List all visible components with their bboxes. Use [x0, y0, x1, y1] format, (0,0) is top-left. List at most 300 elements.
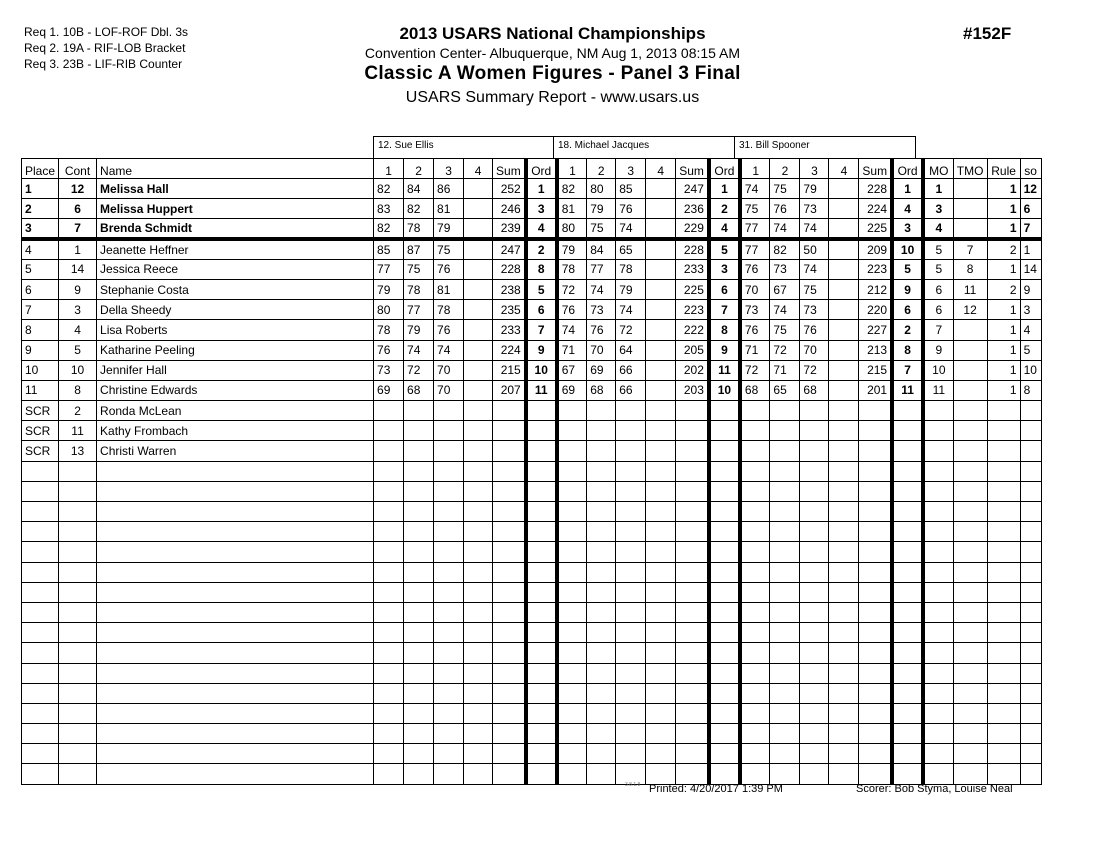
empty-cell [526, 461, 557, 481]
rule-cell: 1 [987, 199, 1020, 219]
j1-score-2: 68 [404, 380, 434, 400]
empty-cell [616, 502, 646, 522]
empty-cell [709, 602, 740, 622]
j2-score-4 [646, 279, 676, 299]
empty-cell [646, 562, 676, 582]
j3-score-3: 74 [800, 259, 829, 279]
empty-cell [526, 502, 557, 522]
empty-cell [829, 643, 859, 663]
j1-score-3: 86 [434, 179, 464, 199]
empty-row [22, 461, 1042, 481]
empty-cell [646, 602, 676, 622]
empty-cell [587, 623, 616, 643]
cont-cell: 6 [59, 199, 97, 219]
j2-score-2: 76 [587, 320, 616, 340]
empty-cell [493, 481, 526, 501]
place-cell: SCR [22, 421, 59, 441]
empty-cell [770, 481, 800, 501]
empty-cell [892, 643, 923, 663]
j1-ord [526, 401, 557, 421]
version-label: 3.8.1.8 [625, 782, 641, 788]
j1-score-4 [464, 441, 493, 461]
empty-cell [892, 744, 923, 764]
tmo-cell [953, 320, 987, 340]
empty-cell [987, 643, 1020, 663]
empty-cell [587, 522, 616, 542]
empty-cell [953, 542, 987, 562]
j1-sum: 215 [493, 360, 526, 380]
j1-score-2: 82 [404, 199, 434, 219]
j3-score-4 [829, 441, 859, 461]
empty-cell [1020, 623, 1041, 643]
empty-cell [740, 461, 770, 481]
j1-score-4 [464, 340, 493, 360]
empty-cell [557, 522, 587, 542]
empty-cell [770, 623, 800, 643]
empty-cell [829, 522, 859, 542]
empty-cell [464, 623, 493, 643]
j1-ord: 8 [526, 259, 557, 279]
empty-cell [892, 481, 923, 501]
empty-cell [374, 562, 404, 582]
rule-cell: 1 [987, 360, 1020, 380]
empty-cell [22, 481, 59, 501]
empty-cell [1020, 663, 1041, 683]
empty-cell [464, 542, 493, 562]
name-cell: Stephanie Costa [97, 279, 374, 299]
tmo-cell [953, 340, 987, 360]
j3-score-1: 71 [740, 340, 770, 360]
j1-score-2: 72 [404, 360, 434, 380]
empty-cell [892, 724, 923, 744]
empty-cell [22, 764, 59, 784]
j3-score-1: 73 [740, 300, 770, 320]
j3-score-1: 75 [740, 199, 770, 219]
place-cell: 10 [22, 360, 59, 380]
j1-sum: 228 [493, 259, 526, 279]
empty-cell [374, 582, 404, 602]
empty-cell [987, 582, 1020, 602]
j2-score-4 [646, 239, 676, 259]
empty-cell [97, 764, 374, 784]
j3-ord: 7 [892, 360, 923, 380]
j1-sum [493, 421, 526, 441]
j3-score-1: 76 [740, 259, 770, 279]
j2-score-2: 70 [587, 340, 616, 360]
empty-cell [434, 542, 464, 562]
j3-score-3 [800, 421, 829, 441]
j2-ord [709, 401, 740, 421]
j2-score-1: 81 [557, 199, 587, 219]
j2-ord: 1 [709, 179, 740, 199]
j1-ord: 2 [526, 239, 557, 259]
empty-cell [616, 481, 646, 501]
empty-cell [404, 724, 434, 744]
empty-cell [800, 461, 829, 481]
mo-cell: 4 [923, 219, 953, 239]
empty-cell [587, 582, 616, 602]
empty-cell [557, 724, 587, 744]
empty-cell [740, 542, 770, 562]
empty-cell [987, 522, 1020, 542]
col-j3-s1: 1 [740, 159, 770, 179]
empty-cell [676, 703, 709, 723]
empty-cell [740, 481, 770, 501]
empty-row [22, 623, 1042, 643]
empty-cell [892, 542, 923, 562]
empty-cell [923, 623, 953, 643]
name-cell: Melissa Huppert [97, 199, 374, 219]
j1-score-2 [404, 441, 434, 461]
j1-ord: 6 [526, 300, 557, 320]
so-cell: 10 [1020, 360, 1041, 380]
empty-cell [709, 522, 740, 542]
empty-cell [859, 724, 892, 744]
col-j1-ord: Ord [526, 159, 557, 179]
so-cell: 14 [1020, 259, 1041, 279]
empty-cell [493, 663, 526, 683]
empty-cell [740, 744, 770, 764]
j1-ord [526, 421, 557, 441]
empty-cell [646, 481, 676, 501]
empty-cell [923, 542, 953, 562]
empty-cell [646, 683, 676, 703]
empty-cell [22, 502, 59, 522]
j3-score-2: 71 [770, 360, 800, 380]
empty-cell [800, 663, 829, 683]
place-cell: 2 [22, 199, 59, 219]
empty-cell [434, 502, 464, 522]
j2-sum: 205 [676, 340, 709, 360]
j1-sum: 246 [493, 199, 526, 219]
empty-cell [829, 502, 859, 522]
j1-score-2 [404, 401, 434, 421]
rule-cell [987, 421, 1020, 441]
col-j3-s4: 4 [829, 159, 859, 179]
empty-cell [953, 481, 987, 501]
empty-row [22, 481, 1042, 501]
place-cell: 11 [22, 380, 59, 400]
empty-cell [22, 744, 59, 764]
j2-score-2: 75 [587, 219, 616, 239]
empty-cell [676, 542, 709, 562]
j3-score-4 [829, 300, 859, 320]
j3-ord: 8 [892, 340, 923, 360]
empty-cell [987, 562, 1020, 582]
j2-score-4 [646, 441, 676, 461]
j2-score-1: 78 [557, 259, 587, 279]
empty-row [22, 663, 1042, 683]
j2-score-3: 66 [616, 380, 646, 400]
empty-cell [59, 643, 97, 663]
empty-cell [987, 481, 1020, 501]
j3-ord [892, 421, 923, 441]
empty-cell [709, 502, 740, 522]
col-j2-s3: 3 [616, 159, 646, 179]
tmo-cell: 7 [953, 239, 987, 259]
mo-cell: 5 [923, 259, 953, 279]
empty-cell [859, 703, 892, 723]
venue-date: Convention Center- Albuquerque, NM Aug 1, 2013 08:15 AM [364, 45, 741, 61]
empty-cell [587, 562, 616, 582]
empty-cell [740, 683, 770, 703]
j3-ord: 2 [892, 320, 923, 340]
j3-score-1: 74 [740, 179, 770, 199]
judge-header-2: 18. Michael Jacques [553, 136, 735, 159]
j2-score-1 [557, 401, 587, 421]
j2-score-2: 84 [587, 239, 616, 259]
empty-cell [22, 663, 59, 683]
empty-cell [616, 724, 646, 744]
table-row [22, 421, 1042, 441]
empty-cell [22, 643, 59, 663]
j3-score-1 [740, 441, 770, 461]
empty-cell [646, 663, 676, 683]
j1-score-1: 73 [374, 360, 404, 380]
empty-cell [923, 764, 953, 784]
j3-score-3: 75 [800, 279, 829, 299]
j2-sum: 202 [676, 360, 709, 380]
j3-score-3 [800, 401, 829, 421]
col-j1-s2: 2 [404, 159, 434, 179]
empty-cell [434, 522, 464, 542]
empty-cell [97, 623, 374, 643]
j2-score-3: 79 [616, 279, 646, 299]
empty-cell [616, 542, 646, 562]
page-title: 2013 USARS National Championships [399, 24, 706, 43]
place-cell: SCR [22, 441, 59, 461]
j2-score-1: 82 [557, 179, 587, 199]
empty-cell [526, 582, 557, 602]
empty-cell [404, 522, 434, 542]
empty-cell [526, 764, 557, 784]
j1-sum: 235 [493, 300, 526, 320]
mo-cell: 7 [923, 320, 953, 340]
j3-ord: 10 [892, 239, 923, 259]
j1-score-2: 74 [404, 340, 434, 360]
j1-score-4 [464, 259, 493, 279]
place-cell: SCR [22, 401, 59, 421]
j1-score-2: 79 [404, 320, 434, 340]
empty-cell [557, 542, 587, 562]
j3-score-3: 79 [800, 179, 829, 199]
j1-sum [493, 401, 526, 421]
empty-cell [22, 522, 59, 542]
j2-ord: 4 [709, 219, 740, 239]
empty-cell [374, 663, 404, 683]
empty-cell [770, 703, 800, 723]
empty-cell [404, 582, 434, 602]
name-cell: Jennifer Hall [97, 360, 374, 380]
name-cell: Katharine Peeling [97, 340, 374, 360]
empty-cell [557, 683, 587, 703]
empty-cell [1020, 602, 1041, 622]
cont-cell: 10 [59, 360, 97, 380]
j1-score-4 [464, 360, 493, 380]
col-j3-s2: 2 [770, 159, 800, 179]
j3-score-3: 50 [800, 239, 829, 259]
empty-cell [709, 724, 740, 744]
empty-cell [987, 764, 1020, 784]
col-j3-s3: 3 [800, 159, 829, 179]
rule-cell: 2 [987, 279, 1020, 299]
empty-cell [800, 562, 829, 582]
rule-cell [987, 401, 1020, 421]
empty-cell [493, 744, 526, 764]
empty-cell [404, 481, 434, 501]
empty-cell [770, 683, 800, 703]
empty-cell [676, 562, 709, 582]
j2-score-1 [557, 441, 587, 461]
empty-cell [770, 643, 800, 663]
empty-cell [646, 502, 676, 522]
empty-cell [987, 703, 1020, 723]
empty-cell [800, 744, 829, 764]
j2-sum: 225 [676, 279, 709, 299]
scorer-names: Scorer: Bob Styma, Louise Neal [856, 783, 1013, 795]
empty-cell [557, 663, 587, 683]
empty-cell [557, 461, 587, 481]
empty-cell [59, 562, 97, 582]
j3-score-2 [770, 441, 800, 461]
empty-cell [1020, 522, 1041, 542]
empty-cell [59, 623, 97, 643]
empty-cell [709, 744, 740, 764]
j2-ord [709, 421, 740, 441]
j3-score-2 [770, 421, 800, 441]
j1-score-3: 81 [434, 199, 464, 219]
empty-cell [859, 602, 892, 622]
empty-cell [493, 542, 526, 562]
empty-cell [923, 461, 953, 481]
empty-cell [646, 461, 676, 481]
j2-score-2: 77 [587, 259, 616, 279]
name-cell: Kathy Frombach [97, 421, 374, 441]
j2-ord: 6 [709, 279, 740, 299]
empty-cell [434, 602, 464, 622]
empty-cell [59, 744, 97, 764]
empty-cell [676, 744, 709, 764]
empty-row [22, 582, 1042, 602]
table-row [22, 360, 1042, 380]
empty-cell [434, 562, 464, 582]
results-table [21, 158, 1042, 785]
empty-cell [587, 602, 616, 622]
j1-score-3: 76 [434, 320, 464, 340]
col-cont: Cont [59, 159, 97, 179]
cont-cell: 3 [59, 300, 97, 320]
j3-sum: 215 [859, 360, 892, 380]
empty-cell [1020, 744, 1041, 764]
rule-cell: 1 [987, 300, 1020, 320]
empty-cell [859, 562, 892, 582]
empty-cell [676, 663, 709, 683]
empty-cell [892, 461, 923, 481]
j1-score-2: 78 [404, 219, 434, 239]
cont-cell: 5 [59, 340, 97, 360]
empty-cell [987, 623, 1020, 643]
printed-timestamp: Printed: 4/20/2017 1:39 PM [649, 783, 783, 795]
tmo-cell: 12 [953, 300, 987, 320]
j2-ord: 8 [709, 320, 740, 340]
empty-cell [892, 764, 923, 784]
empty-cell [374, 724, 404, 744]
j1-score-3 [434, 421, 464, 441]
empty-cell [829, 542, 859, 562]
empty-cell [953, 643, 987, 663]
empty-cell [892, 502, 923, 522]
j3-score-4 [829, 239, 859, 259]
j1-score-1 [374, 421, 404, 441]
empty-cell [987, 502, 1020, 522]
empty-cell [404, 623, 434, 643]
j2-score-1: 72 [557, 279, 587, 299]
j3-ord: 9 [892, 279, 923, 299]
empty-cell [464, 744, 493, 764]
empty-cell [1020, 764, 1041, 784]
empty-cell [587, 683, 616, 703]
empty-cell [953, 602, 987, 622]
col-name: Name [97, 159, 374, 179]
empty-cell [740, 643, 770, 663]
empty-cell [709, 542, 740, 562]
empty-cell [404, 562, 434, 582]
empty-cell [493, 562, 526, 582]
empty-row [22, 683, 1042, 703]
empty-cell [97, 461, 374, 481]
col-j2-s2: 2 [587, 159, 616, 179]
j1-score-1 [374, 401, 404, 421]
j3-score-2: 74 [770, 300, 800, 320]
empty-cell [770, 562, 800, 582]
j1-score-4 [464, 219, 493, 239]
col-so: so [1020, 159, 1041, 179]
empty-cell [987, 663, 1020, 683]
place-cell: 8 [22, 320, 59, 340]
so-cell [1020, 421, 1041, 441]
j1-score-3: 78 [434, 300, 464, 320]
col-j3-ord: Ord [892, 159, 923, 179]
j3-sum [859, 401, 892, 421]
rule-cell: 1 [987, 219, 1020, 239]
mo-cell: 6 [923, 300, 953, 320]
j3-score-4 [829, 320, 859, 340]
empty-cell [616, 683, 646, 703]
mo-cell: 11 [923, 380, 953, 400]
empty-cell [709, 663, 740, 683]
j3-score-3: 76 [800, 320, 829, 340]
j2-score-4 [646, 340, 676, 360]
empty-cell [464, 663, 493, 683]
empty-cell [829, 602, 859, 622]
tmo-cell: 8 [953, 259, 987, 279]
empty-cell [829, 764, 859, 784]
empty-cell [464, 502, 493, 522]
j1-score-3: 81 [434, 279, 464, 299]
place-cell: 6 [22, 279, 59, 299]
tmo-cell [953, 219, 987, 239]
empty-cell [404, 643, 434, 663]
j3-sum: 212 [859, 279, 892, 299]
empty-cell [1020, 582, 1041, 602]
j3-score-2: 73 [770, 259, 800, 279]
empty-cell [676, 502, 709, 522]
empty-cell [493, 502, 526, 522]
judge-header-3: 31. Bill Spooner [734, 136, 916, 159]
j1-score-1: 80 [374, 300, 404, 320]
empty-cell [859, 542, 892, 562]
j2-score-1: 76 [557, 300, 587, 320]
